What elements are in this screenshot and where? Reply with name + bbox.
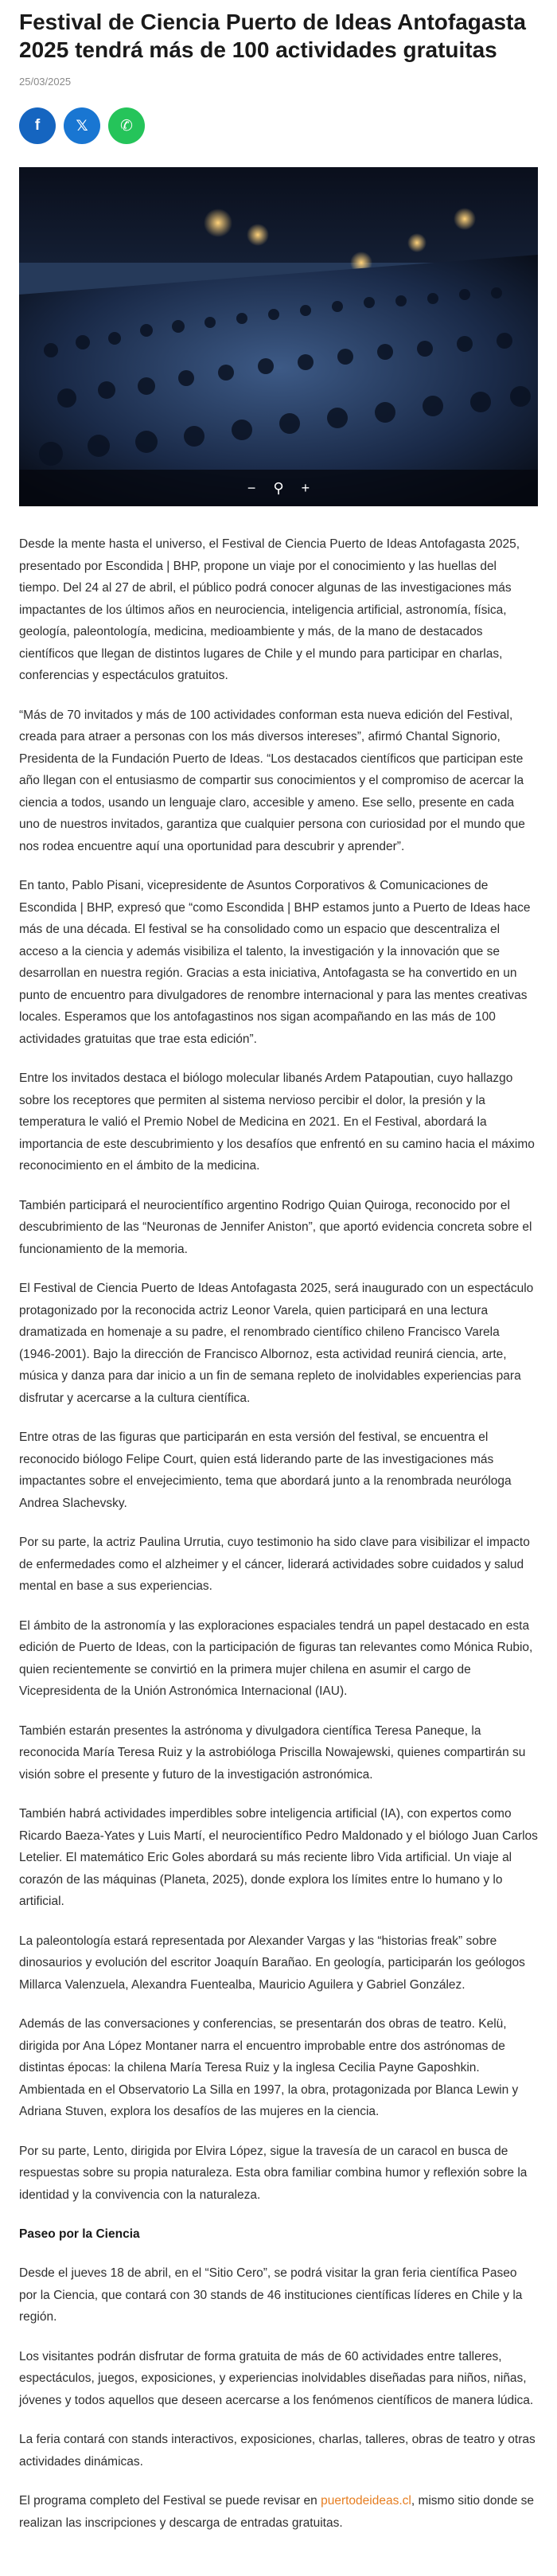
paragraph: La feria contará con stands interactivos, exposiciones, charlas, talleres, obras de teatro y otras actividades dinámicas. <box>19 2433 536 2469</box>
paragraph: “Más de 70 invitados y más de 100 actividades conforman esta nueva edición del Festival, creada para atraer a personas con los más diversos intereses”, afirmó Chantal Signorio, Presidenta de la Fundación Puerto de Ideas. “Los destacados científicos que participan este año llegan con el entusiasmo de compartir sus conocimientos y el compromiso de acercar la ciencia a todos, usando un lenguaje claro, accesible y ameno. Ese sello, presente en cada uno de nuestros invitados, garantiza que cualquier persona con curiosidad por el mundo que nos rodea encuentre aquí una oportunidad para descubrir y aprender”. <box>19 708 525 853</box>
article-body <box>19 533 538 2551</box>
closing-paragraph <box>19 2490 538 2534</box>
paragraph: Entre otras de las figuras que participarán en esta versión del festival, se encuentra el reconocido biólogo Felipe Court, quien está liderando parte de las investigaciones más impactantes sobre el envejecimiento, tema que abordará junto a la renombrada neuróloga Andrea Slachevsky. <box>19 1430 512 1510</box>
paragraph: Por su parte, la actriz Paulina Urrutia, cuyo testimonio ha sido clave para visibilizar el impacto de enfermedades como el alzheimer y el cáncer, liderará actividades sobre cuidados y salud mental en base a sus experiencias. <box>19 1536 530 1593</box>
paragraph: También participará el neurocientífico argentino Rodrigo Quian Quiroga, reconocido por el descubrimiento de las “Neuronas de Jennifer Aniston”, que aportó evidencia concreta sobre el funcionamiento de la memoria. <box>19 1198 532 1256</box>
paragraph: También estarán presentes la astrónoma y divulgadora científica Teresa Paneque, la reconocida María Teresa Ruiz y la astrobióloga Priscilla Nowajewski, quienes compartirán su visión sobre el presente y futuro de la investigación astronómica. <box>19 1723 526 1782</box>
section-heading: Paseo por la Ciencia <box>19 2227 140 2241</box>
x-icon: 𝕏 <box>76 117 88 135</box>
paragraph: Desde la mente hasta el universo, el Festival de Ciencia Puerto de Ideas Antofagasta 2025, presentado por Escondida | BHP, propone un viaje por el conocimiento y las huellas del tiempo. Del 24 al 27 de abril, el público podrá conocer algunas de las investigaciones más impactantes de los últimos años en neurociencia, inteligencia artificial, astronomía, física, geología, paleontología, medicina, medioambiente y más, de la mano de destacados científicos que llegan de distintos lugares de Chile y el mundo para participar en charlas, conferencias y espectáculos gratuitos. <box>19 537 520 682</box>
paragraph: Entre los invitados destaca el biólogo molecular libanés Ardem Patapoutian, cuyo hallazgo sobre los receptores que permiten al sistema nervioso percibir el dolor, la presión y la temperatura le valió el Premio Nobel de Medicina en 2021. En el Festival, abordará la importancia de este descubrimiento y los desafíos que enfrentó en su camino hacia el máximo reconocimiento en el ámbito de la medicina. <box>19 1071 535 1173</box>
share-buttons <box>19 107 145 144</box>
zoom-in-icon[interactable]: + <box>301 480 310 496</box>
hero-image[interactable] <box>19 167 538 506</box>
closing-text-after: , mismo sitio donde se realizan las inscripciones y descarga de entradas gratuitas. <box>19 2494 535 2530</box>
closing-text-before: El programa completo del Festival se puede revisar en <box>19 2494 321 2508</box>
paragraph: Además de las conversaciones y conferencias, se presentarán dos obras de teatro. Kelü, dirigida por Ana López Montaner narra el encuentro improbable entre dos astrónomas de distintas épocas: la chilena María Teresa Ruiz y la inglesa Cecilia Payne Gaposhkin. Ambientada en el Observatorio La Silla en 1997, la obra, protagonizada por Blanca Lewin y Adriana Stuven, explora los desafíos de las mujeres en la ciencia. <box>19 2017 519 2118</box>
facebook-icon: f <box>34 117 41 134</box>
article-date: 25/03/2025 <box>19 76 72 88</box>
search-icon[interactable]: ⚲ <box>273 480 284 496</box>
whatsapp-share-button[interactable] <box>108 107 145 144</box>
audience-photo <box>19 167 538 506</box>
facebook-share-button[interactable] <box>19 107 56 144</box>
program-link[interactable]: puertodeideas.cl <box>321 2494 411 2508</box>
paragraph: La paleontología estará representada por Alexander Vargas y las “historias freak” sobre dinosaurios y evolución del escritor Joaquín Barañao. En geología, participarán los geólogos Millarca Valenzuela, Alexandra Fuentealba, Mauricio Aguilera y Gabriel González. <box>19 1934 525 1992</box>
article-title: Festival de Ciencia Puerto de Ideas Antofagasta 2025 tendrá más de 100 actividades gratuitas <box>19 10 526 62</box>
paragraph: En tanto, Pablo Pisani, vicepresidente de Asuntos Corporativos & Comunicaciones de Escondida | BHP, expresó que “como Escondida | BHP estamos junto a Puerto de Ideas hace más de una década. El festival se ha consolidado como un espacio que descentraliza el acceso a la ciencia y además visibiliza el talento, la investigación y la innovación que se desarrollan en nuestra región. Gracias a esta iniciativa, Antofagasta se ha convertido en un punto de encuentro para divulgadores de renombre internacional y para las mentes creativas locales. Esperamos que los antofagastinos nos sigan acompañando en las más de 100 actividades gratuitas que trae esta edición”. <box>19 879 531 1046</box>
image-controls <box>19 480 538 497</box>
paragraph: Por su parte, Lento, dirigida por Elvira López, sigue la travesía de un caracol en busca de respuestas sobre su propia naturaleza. Esta obra familiar combina humor y reflexión sobre la identidad y la convivencia con la naturaleza. <box>19 2144 528 2202</box>
zoom-out-icon[interactable]: − <box>247 480 256 496</box>
whatsapp-icon: ✆ <box>120 117 133 135</box>
paragraph: Los visitantes podrán disfrutar de forma gratuita de más de 60 actividades entre talleres, espectáculos, juegos, exposiciones, y experiencias inolvidables diseñadas para niños, niñas, jóvenes y todos aquellos que deseen acercarse a los fenómenos científicos de manera lúdica. <box>19 2349 534 2407</box>
paragraph: Desde el jueves 18 de abril, en el “Sitio Cero”, se podrá visitar la gran feria científica Paseo por la Ciencia, que contará con 30 stands de 46 instituciones científicas líderes en Chile y la región. <box>19 2266 523 2324</box>
x-share-button[interactable] <box>64 107 100 144</box>
paragraph: También habrá actividades imperdibles sobre inteligencia artificial (IA), con expertos como Ricardo Baeza-Yates y Luis Martí, el neurocientífico Pedro Maldonado y el biólogo Juan Carlos Letelier. El matemático Eric Goles abordará su más reciente libro Vida artificial. Un viaje al corazón de las máquinas (Planeta, 2025), donde explora los límites entre lo humano y lo artificial. <box>19 1807 538 1908</box>
paragraph: El Festival de Ciencia Puerto de Ideas Antofagasta 2025, será inaugurado con un espectáculo protagonizado por la reconocida actriz Leonor Varela, quien participará en una lectura dramatizada en homenaje a su padre, el renombrado científico chileno Francisco Varela (1946-2001). Bajo la dirección de Francisco Albornoz, esta actividad reunirá ciencia, arte, música y danza para dar inicio a un fin de semana repleto de inolvidables experiencias para disfrutar y acercarse a la cultura científica. <box>19 1282 534 1405</box>
paragraph: El ámbito de la astronomía y las exploraciones espaciales tendrá un papel destacado en esta edición de Puerto de Ideas, con la participación de figuras tan relevantes como Mónica Rubio, quien recientemente se convirtió en la primera mujer chilena en asumir el cargo de Vicepresidenta de la Unión Astronómica Internacional (IAU). <box>19 1618 533 1698</box>
